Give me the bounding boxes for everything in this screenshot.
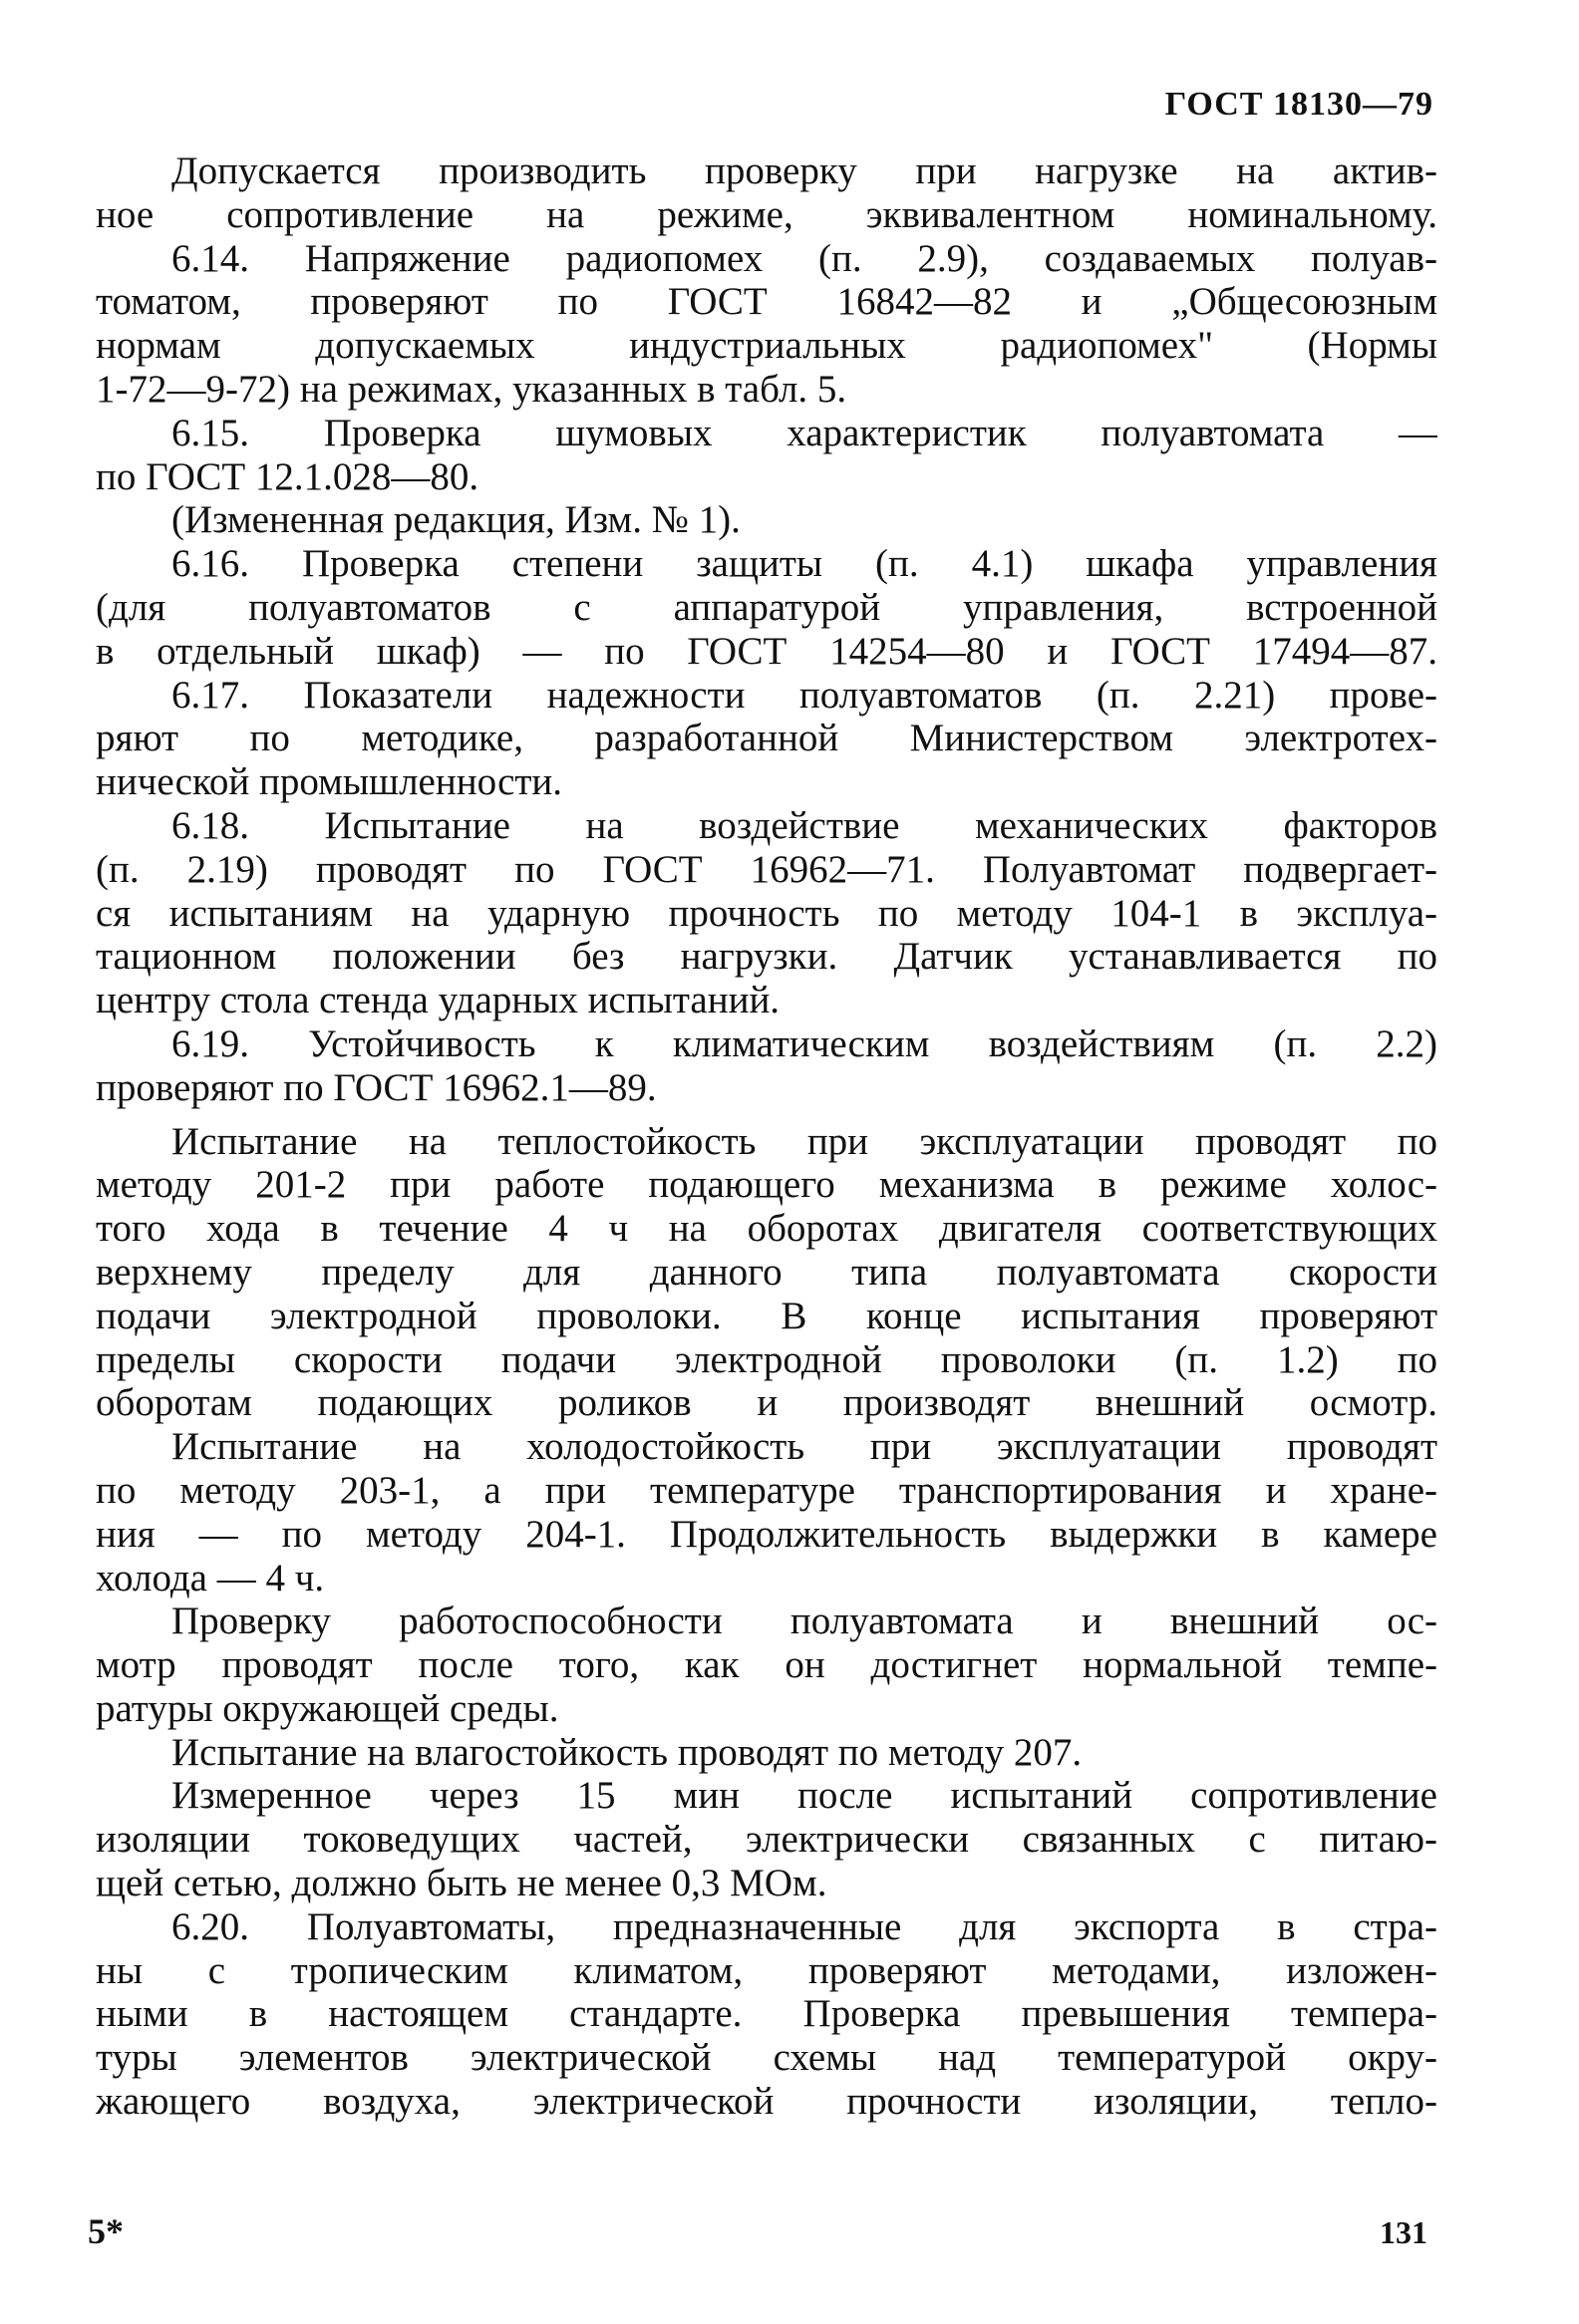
text-line: Испытание на влагостойкость проводят по методу 207. (171, 1730, 1083, 1774)
text-line: ными в настоящем стандарте. Проверка превышения темпера- (96, 1992, 1437, 2036)
text-line: Измеренное через 15 мин после испытаний сопротивление (171, 1774, 1437, 1818)
text-line: щей сетью, должно быть не менее 0,3 МОм. (96, 1862, 827, 1905)
text-line: в отдельный шкаф) — по ГОСТ 14254—80 и ГОСТ 17494—87. (96, 629, 1437, 673)
text-line: нической промышленности. (96, 760, 563, 804)
text-line: ся испытаниям на ударную прочность по методу 104-1 в эксплуа- (96, 891, 1437, 935)
text-line: томатом, проверяют по ГОСТ 16842—82 и „Общесоюзным (96, 280, 1437, 324)
text-line: ния — по методу 204-1. Продолжительность выдержки в камере (96, 1512, 1437, 1556)
text-line: по методу 203-1, а при температуре транспортирования и хране- (96, 1468, 1437, 1512)
text-line: Допускается производить проверку при нагрузке на актив- (171, 149, 1437, 192)
text-line: ное сопротивление на режиме, эквивалентном номинальному. (96, 192, 1437, 236)
text-line: пределы скорости подачи электродной проволоки (п. 1.2) по (96, 1337, 1437, 1381)
standard-code-header: ГОСТ 18130—79 (1164, 86, 1433, 123)
text-line: Испытание на теплостойкость при эксплуатации проводят по (171, 1119, 1437, 1163)
text-line: центру стола стенда ударных испытаний. (96, 979, 781, 1022)
text-line: мотр проводят после того, как он достигнет нормальной темпе- (96, 1643, 1437, 1687)
text-line: того хода в течение 4 ч на оборотах двигателя соответствующих (96, 1207, 1437, 1251)
text-line: подачи электродной проволоки. В конце испытания проверяют (96, 1294, 1437, 1337)
text-line: 1-72—9-72) на режимах, указанных в табл. 5. (96, 367, 847, 411)
text-line: 6.18. Испытание на воздействие механических факторов (171, 803, 1437, 847)
text-line: по ГОСТ 12.1.028—80. (96, 454, 479, 498)
text-line: холода — 4 ч. (96, 1556, 325, 1599)
text-line: нормам допускаемых индустриальных радиопомех" (Нормы (96, 324, 1437, 368)
text-line: туры элементов электрической схемы над температурой окру- (96, 2036, 1437, 2080)
text-line: 6.14. Напряжение радиопомех (п. 2.9), создаваемых полуав- (171, 236, 1437, 280)
text-line: жающего воздуха, электрической прочности изоляции, тепло- (96, 2080, 1437, 2124)
text-line: Испытание на холодостойкость при эксплуатации проводят (171, 1425, 1437, 1469)
text-line: 6.17. Показатели надежности полуавтоматов (п. 2.21) прове- (171, 673, 1437, 717)
text-line: ряют по методике, разработанной Министерством электротех- (96, 717, 1437, 760)
text-line: 6.16. Проверка степени защиты (п. 4.1) шкафа управления (171, 542, 1437, 586)
text-line: Проверку работоспособности полуавтомата и внешний ос- (171, 1599, 1437, 1643)
page-number: 131 (1380, 2214, 1427, 2250)
body-text (96, 149, 1437, 2124)
text-line: (п. 2.19) проводят по ГОСТ 16962—71. Полуавтомат подвергает- (96, 847, 1437, 891)
text-line: изоляции токоведущих частей, электрически связанных с питаю- (96, 1818, 1437, 1862)
text-line: ратуры окружающей среды. (96, 1686, 559, 1730)
text-line: ны с тропическим климатом, проверяют методами, изложен- (96, 1948, 1437, 1992)
text-line: тационном положении без нагрузки. Датчик устанавливается по (96, 935, 1437, 979)
text-line: проверяют по ГОСТ 16962.1—89. (96, 1065, 657, 1109)
text-line: оборотам подающих роликов и производят внешний осмотр. (96, 1381, 1437, 1425)
text-line: (Измененная редакция, Изм. № 1). (171, 498, 741, 542)
text-line: верхнему пределу для данного типа полуавтомата скорости (96, 1250, 1437, 1294)
text-line: 6.20. Полуавтоматы, предназначенные для экспорта в стра- (171, 1904, 1437, 1948)
text-line: 6.19. Устойчивость к климатическим воздействиям (п. 2.2) (171, 1021, 1437, 1065)
text-line: 6.15. Проверка шумовых характеристик полуавтомата — (171, 411, 1437, 454)
paragraph-gap (96, 1110, 1437, 1120)
text-line: методу 201-2 при работе подающего механизма в режиме холос- (96, 1163, 1437, 1207)
text-line: (для полуавтоматов с аппаратурой управления, встроенной (96, 585, 1437, 629)
signature-mark: 5* (88, 2211, 124, 2251)
